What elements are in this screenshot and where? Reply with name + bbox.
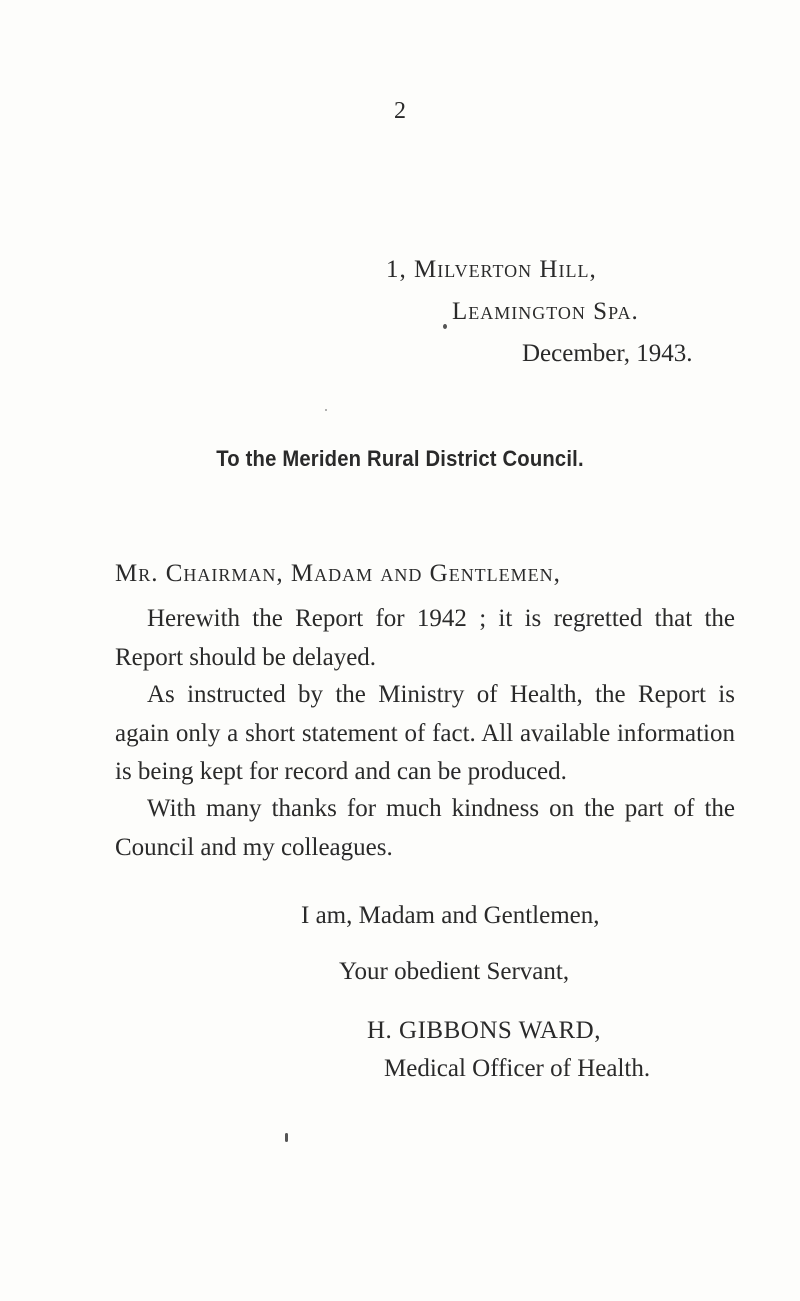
letter-date: December, 1943. — [522, 340, 693, 367]
ink-speck — [443, 324, 447, 329]
signature-name: H. GIBBONS WARD, — [367, 1017, 601, 1044]
address-line-2: Leamington Spa. — [452, 298, 639, 325]
ink-speck — [325, 409, 327, 411]
signature-title: Medical Officer of Health. — [384, 1055, 651, 1082]
salutation: Mr. Chairman, Madam and Gentlemen, — [115, 560, 561, 587]
closing-line-2: Your obedient Servant, — [339, 958, 570, 985]
paragraph-1: Herewith the Report for 1942 ; it is regretted that the Report should be delayed. — [115, 605, 735, 671]
ink-speck — [285, 1133, 288, 1142]
addressee-heading: To the Meriden Rural District Council. — [216, 446, 584, 471]
closing-line-1: I am, Madam and Gentlemen, — [301, 902, 600, 929]
page-number: 2 — [394, 98, 406, 124]
paragraph-3: With many thanks for much kindness on the part of the Council and my colleagues. — [115, 795, 735, 861]
paragraph-2: As instructed by the Ministry of Health, the Report is again only a short statement of fact. All available information is being kept for record and can be produced. — [115, 681, 735, 785]
address-line-1: 1, Milverton Hill, — [386, 256, 597, 283]
